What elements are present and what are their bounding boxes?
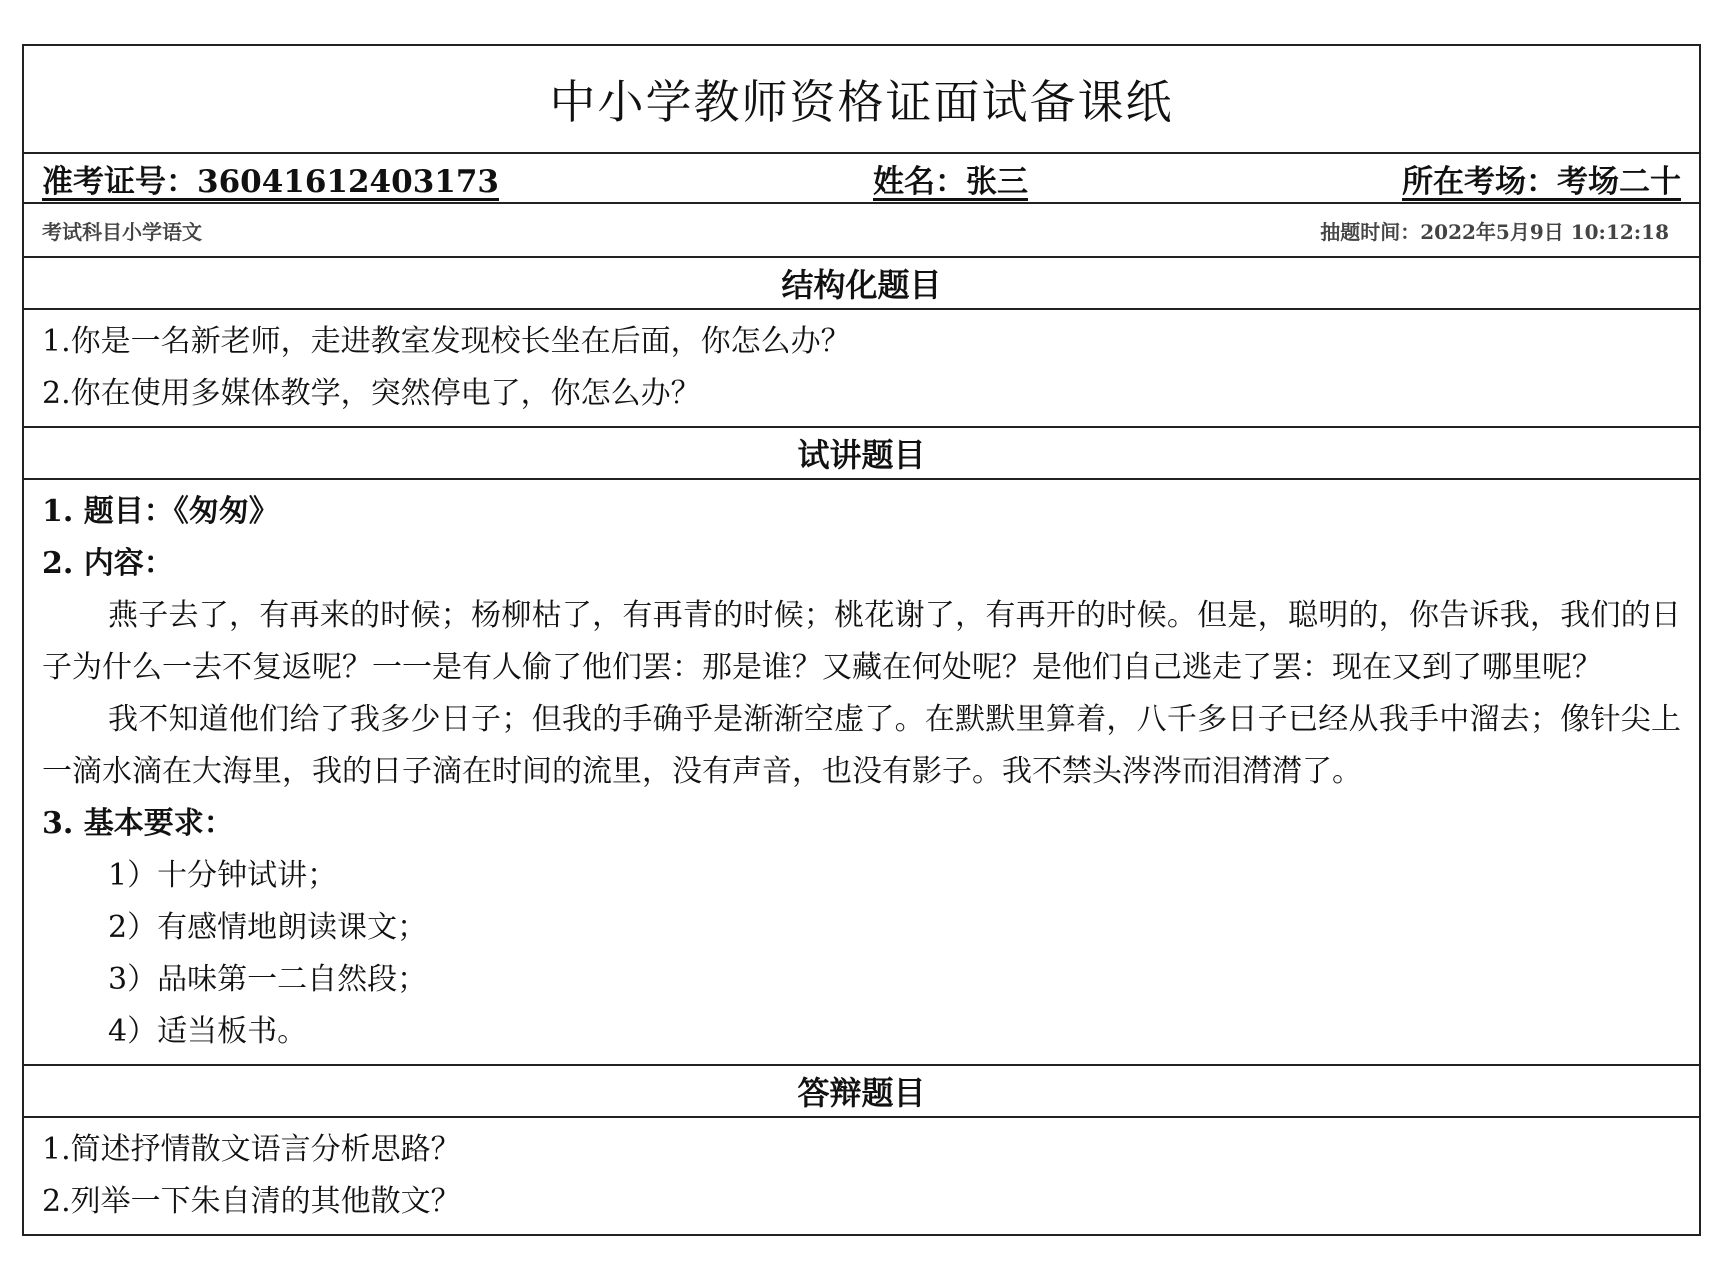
requirements-label: 3. 基本要求：	[42, 806, 234, 841]
lecture-content-label: 2. 内容：	[42, 546, 174, 581]
structured-questions	[24, 310, 1699, 428]
lecture-heading: 试讲题目	[24, 428, 1699, 480]
defense-question-2: 2.列举一下朱自清的其他散文？	[42, 1184, 461, 1219]
exam-venue: 所在考场：考场二十	[1401, 163, 1681, 200]
meta-row	[24, 204, 1699, 258]
candidate-name: 姓名：张三	[872, 163, 1028, 200]
lecture-topic: 1. 题目：《匆匆》	[42, 494, 279, 529]
page-title: 中小学教师资格证面试备课纸	[549, 75, 1174, 129]
draw-time: 抽题时间：2022年5月9日 10:12:18	[1320, 219, 1669, 244]
requirement-4: 4）适当板书。	[108, 1014, 308, 1049]
lecture-paragraph-1: 燕子去了，有再来的时候；杨柳枯了，有再青的时候；桃花谢了，有再开的时候。但是，聪明的，你告诉我，我们的日子为什么一去不复返呢？一一是有人偷了他们罢：那是谁？又藏在何处呢？是他们自己逃走了罢：现在又到了哪里呢？	[42, 598, 1681, 685]
exam-prep-sheet	[22, 44, 1701, 1236]
exam-subject: 考试科目小学语文	[42, 219, 202, 244]
defense-questions	[24, 1118, 1699, 1234]
title-row	[24, 46, 1699, 154]
requirement-3: 3）品味第一二自然段；	[108, 962, 428, 997]
lecture-block	[24, 480, 1699, 1066]
defense-question-1: 1.简述抒情散文语言分析思路？	[42, 1132, 461, 1167]
structured-question-2: 2.你在使用多媒体教学，突然停电了，你怎么办？	[42, 376, 701, 411]
exam-number: 准考证号：36041612403173	[42, 163, 499, 200]
structured-heading: 结构化题目	[24, 258, 1699, 310]
candidate-info-row	[24, 154, 1699, 204]
lecture-paragraph-2: 我不知道他们给了我多少日子；但我的手确乎是渐渐空虚了。在默默里算着，八千多日子已经从我手中溜去；像针尖上一滴水滴在大海里，我的日子滴在时间的流里，没有声音，也没有影子。我不禁头涔涔而泪潸潸了。	[42, 702, 1681, 789]
requirement-2: 2）有感情地朗读课文；	[108, 910, 428, 945]
defense-heading: 答辩题目	[24, 1066, 1699, 1118]
structured-question-1: 1.你是一名新老师，走进教室发现校长坐在后面，你怎么办？	[42, 324, 851, 359]
requirement-1: 1）十分钟试讲；	[108, 858, 338, 893]
